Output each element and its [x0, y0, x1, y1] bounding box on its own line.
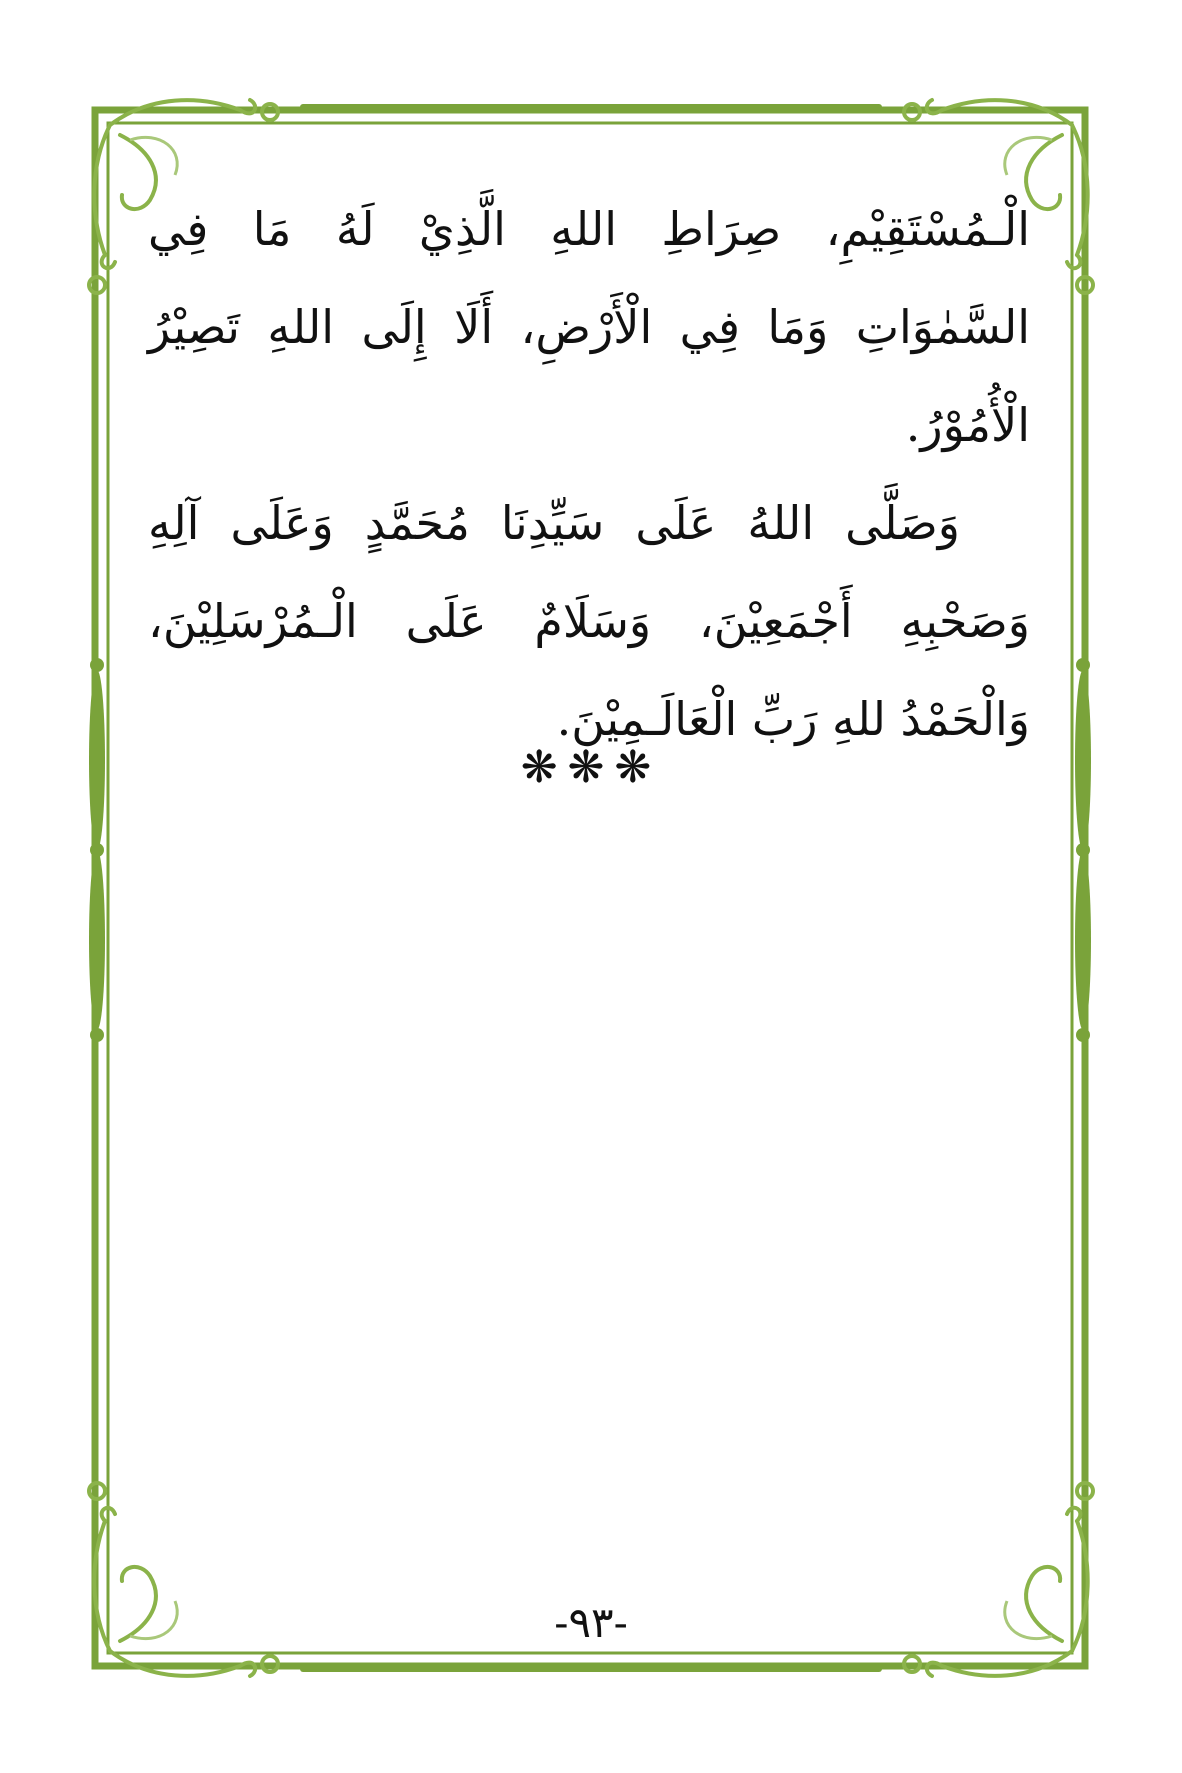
section-separator: ❋❋❋ — [520, 742, 662, 793]
page-number: -٩٣- — [554, 1598, 628, 1647]
paragraph: الْـمُسْتَقِيْمِ، صِرَاطِ اللهِ الَّذِيْ لَهُ مَا فِي السَّمٰوَاتِ وَمَا فِي الْأَرْضِ، أَلَا إِلَى اللهِ تَصِيْرُ الْأُمُوْرُ. — [148, 202, 1030, 452]
paragraph: وَصَلَّى اللهُ عَلَى سَيِّدِنَا مُحَمَّدٍ وَعَلَى آلِهِ وَصَحْبِهِ أَجْمَعِيْنَ، وَسَلَامٌ عَلَى الْـمُرْسَلِيْنَ، وَالْحَمْدُ للهِ رَبِّ الْعَالَـمِيْنَ. — [148, 496, 1030, 746]
page-body — [148, 180, 1030, 768]
